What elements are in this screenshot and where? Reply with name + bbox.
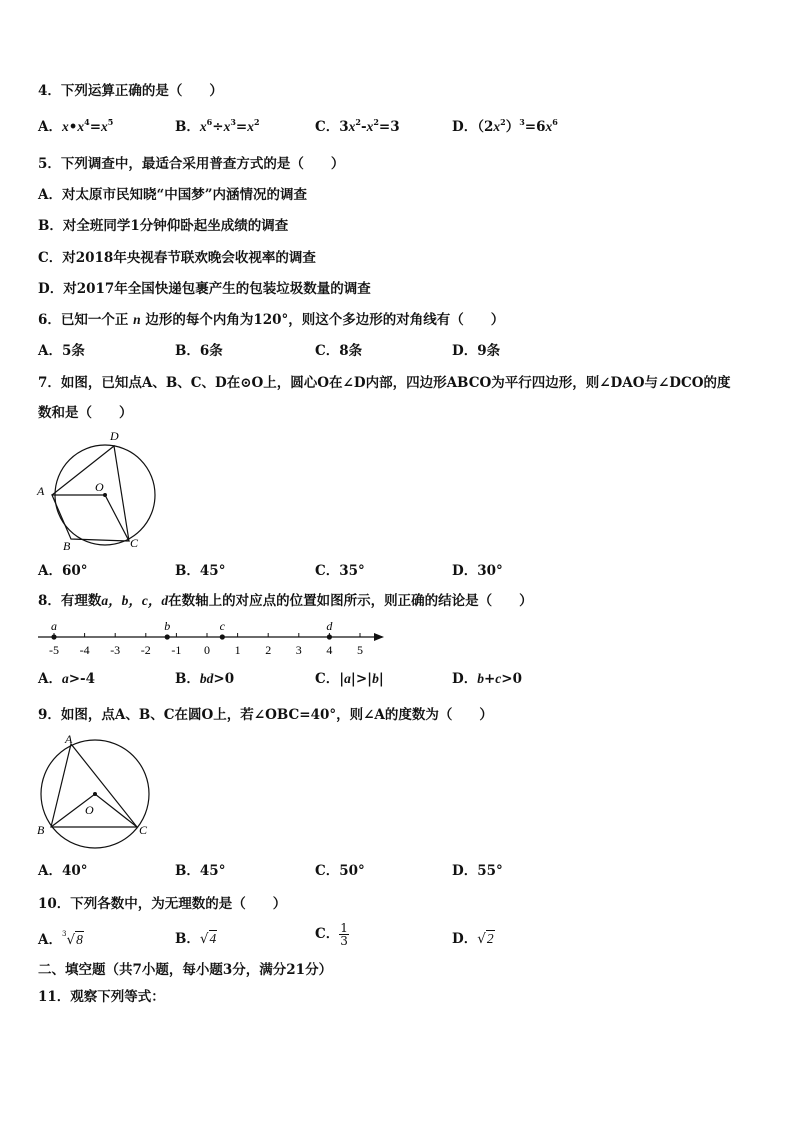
q4-option-d[interactable]: D．$(2x^2)^3=6x^6$ [452, 117, 558, 135]
q4-option-c[interactable]: C．$3x^2-x^2=3$ [315, 117, 400, 135]
q9-option-d[interactable]: D．55° [452, 863, 503, 879]
q4-option-b[interactable]: B．$x^6\div x^3=x^2$ [175, 117, 260, 135]
q8-point-c [220, 634, 225, 639]
q6-options [38, 342, 778, 360]
q7-label-a: A [37, 484, 45, 498]
q9-option-c[interactable]: C．50° [315, 863, 365, 879]
q10-option-b[interactable]: B．√4 [175, 931, 217, 947]
q9-center-dot [93, 792, 97, 796]
q8-tick-label: 5 [357, 643, 363, 657]
q8-options [38, 670, 778, 688]
q6-option-a[interactable]: A．5条 [38, 343, 85, 359]
q8-option-b[interactable]: B．bd>0 [175, 671, 235, 687]
q4-options [38, 118, 778, 136]
q7-label-d: D [110, 429, 119, 443]
q7-option-c[interactable]: C．35° [315, 563, 365, 579]
q8-option-c[interactable]: C．|a|>|b| [315, 671, 384, 687]
q6-option-d[interactable]: D．9条 [452, 343, 501, 359]
q8-point-label-d: d [326, 619, 333, 633]
q10-options [38, 921, 778, 948]
q5-stem: 5．下列调查中，最适合采用普查方式的是（ ） [38, 156, 345, 172]
q9-stem: 9．如图，点A、B、C在圆O上，若∠OBC=40°，则∠A的度数为（ ） [38, 707, 493, 723]
q8-number-line [36, 612, 386, 658]
q8-tick-label: -4 [79, 643, 90, 657]
q8-axis-arrow [374, 633, 384, 641]
q7-option-b[interactable]: B．45° [175, 563, 226, 579]
q7-stem-line1: 7．如图，已知点A、B、C、D在⊙O上，圆心O在∠D内部，四边形ABCO为平行四边形，则∠DAO与∠DCO的度 [38, 375, 731, 391]
q8-point-d [327, 634, 332, 639]
q9-option-b[interactable]: B．45° [175, 863, 226, 879]
q9-triangle-abc [51, 744, 137, 827]
q8-stem: 8．有理数a，b，c，d在数轴上的对应点的位置如图所示，则正确的结论是（ ） [38, 593, 533, 609]
q4-option-a[interactable]: A．$x•x^4=x^5$ [38, 117, 114, 135]
q6-stem: 6．已知一个正 n 边形的每个内角为120°，则这个多边形的对角线有（ ） [38, 312, 505, 328]
q9-label-o: O [85, 803, 94, 817]
q10-stem: 10．下列各数中，为无理数的是（ ） [38, 896, 287, 912]
q5-option-b[interactable]: B．对全班同学1分钟仰卧起坐成绩的调查 [38, 218, 289, 234]
q8-tick-label: -5 [49, 643, 59, 657]
q8-tick-label: -1 [171, 643, 182, 657]
q9-label-b: B [37, 823, 45, 837]
q8-option-a[interactable]: A．a>-4 [38, 671, 96, 687]
q7-chord-adc [52, 446, 129, 541]
q5-option-a[interactable]: A．对太原市民知晓“中国梦”内涵情况的调查 [38, 187, 308, 203]
q8-tick-label: 2 [265, 643, 272, 657]
q7-option-d[interactable]: D．30° [452, 563, 503, 579]
q8-tick-label: -3 [110, 643, 121, 657]
q6-option-c[interactable]: C．8条 [315, 343, 363, 359]
q9-options [38, 862, 778, 880]
q7-parallelogram-abco [52, 495, 129, 541]
q8-option-d[interactable]: D．b+c>0 [452, 671, 522, 687]
q8-tick-label: 1 [234, 643, 241, 657]
q9-label-c: C [139, 823, 148, 837]
section-2-title: 二、填空题（共7小题，每小题3分，满分21分） [38, 962, 333, 978]
q7-stem-line2: 数和是（ ） [38, 405, 133, 421]
q7-options [38, 562, 778, 580]
q9-figure [34, 732, 154, 852]
q11-stem: 11．观察下列等式： [38, 989, 165, 1005]
q8-tick-label: 0 [204, 643, 210, 657]
q8-point-a [51, 634, 56, 639]
q7-label-o: O [95, 480, 104, 494]
q8-point-label-c: c [219, 619, 225, 633]
q10-option-d[interactable]: D．√2 [452, 931, 494, 947]
q7-figure [34, 425, 164, 555]
q9-option-a[interactable]: A．40° [38, 863, 88, 879]
q8-tick-label: 4 [326, 643, 333, 657]
q8-point-b [165, 634, 170, 639]
q7-label-c: C [130, 536, 139, 550]
q10-option-a[interactable]: A．$^3$√8 [38, 930, 83, 948]
q9-label-a: A [65, 732, 73, 746]
q10-option-c[interactable]: C． $\frac{1}{3}$ [315, 921, 348, 948]
q8-tick-label: 3 [295, 643, 302, 657]
q7-option-a[interactable]: A．60° [38, 563, 88, 579]
q5-option-d[interactable]: D．对2017年全国快递包裹产生的包装垃圾数量的调查 [38, 281, 371, 297]
q7-label-b: B [63, 539, 71, 553]
q8-point-label-a: a [51, 619, 57, 633]
q8-point-label-b: b [164, 619, 171, 633]
q4-stem: 4．下列运算正确的是（ ） [38, 83, 223, 99]
q5-option-c[interactable]: C．对2018年央视春节联欢晚会收视率的调查 [38, 250, 316, 266]
q8-tick-label: -2 [140, 643, 151, 657]
q6-option-b[interactable]: B．6条 [175, 343, 223, 359]
